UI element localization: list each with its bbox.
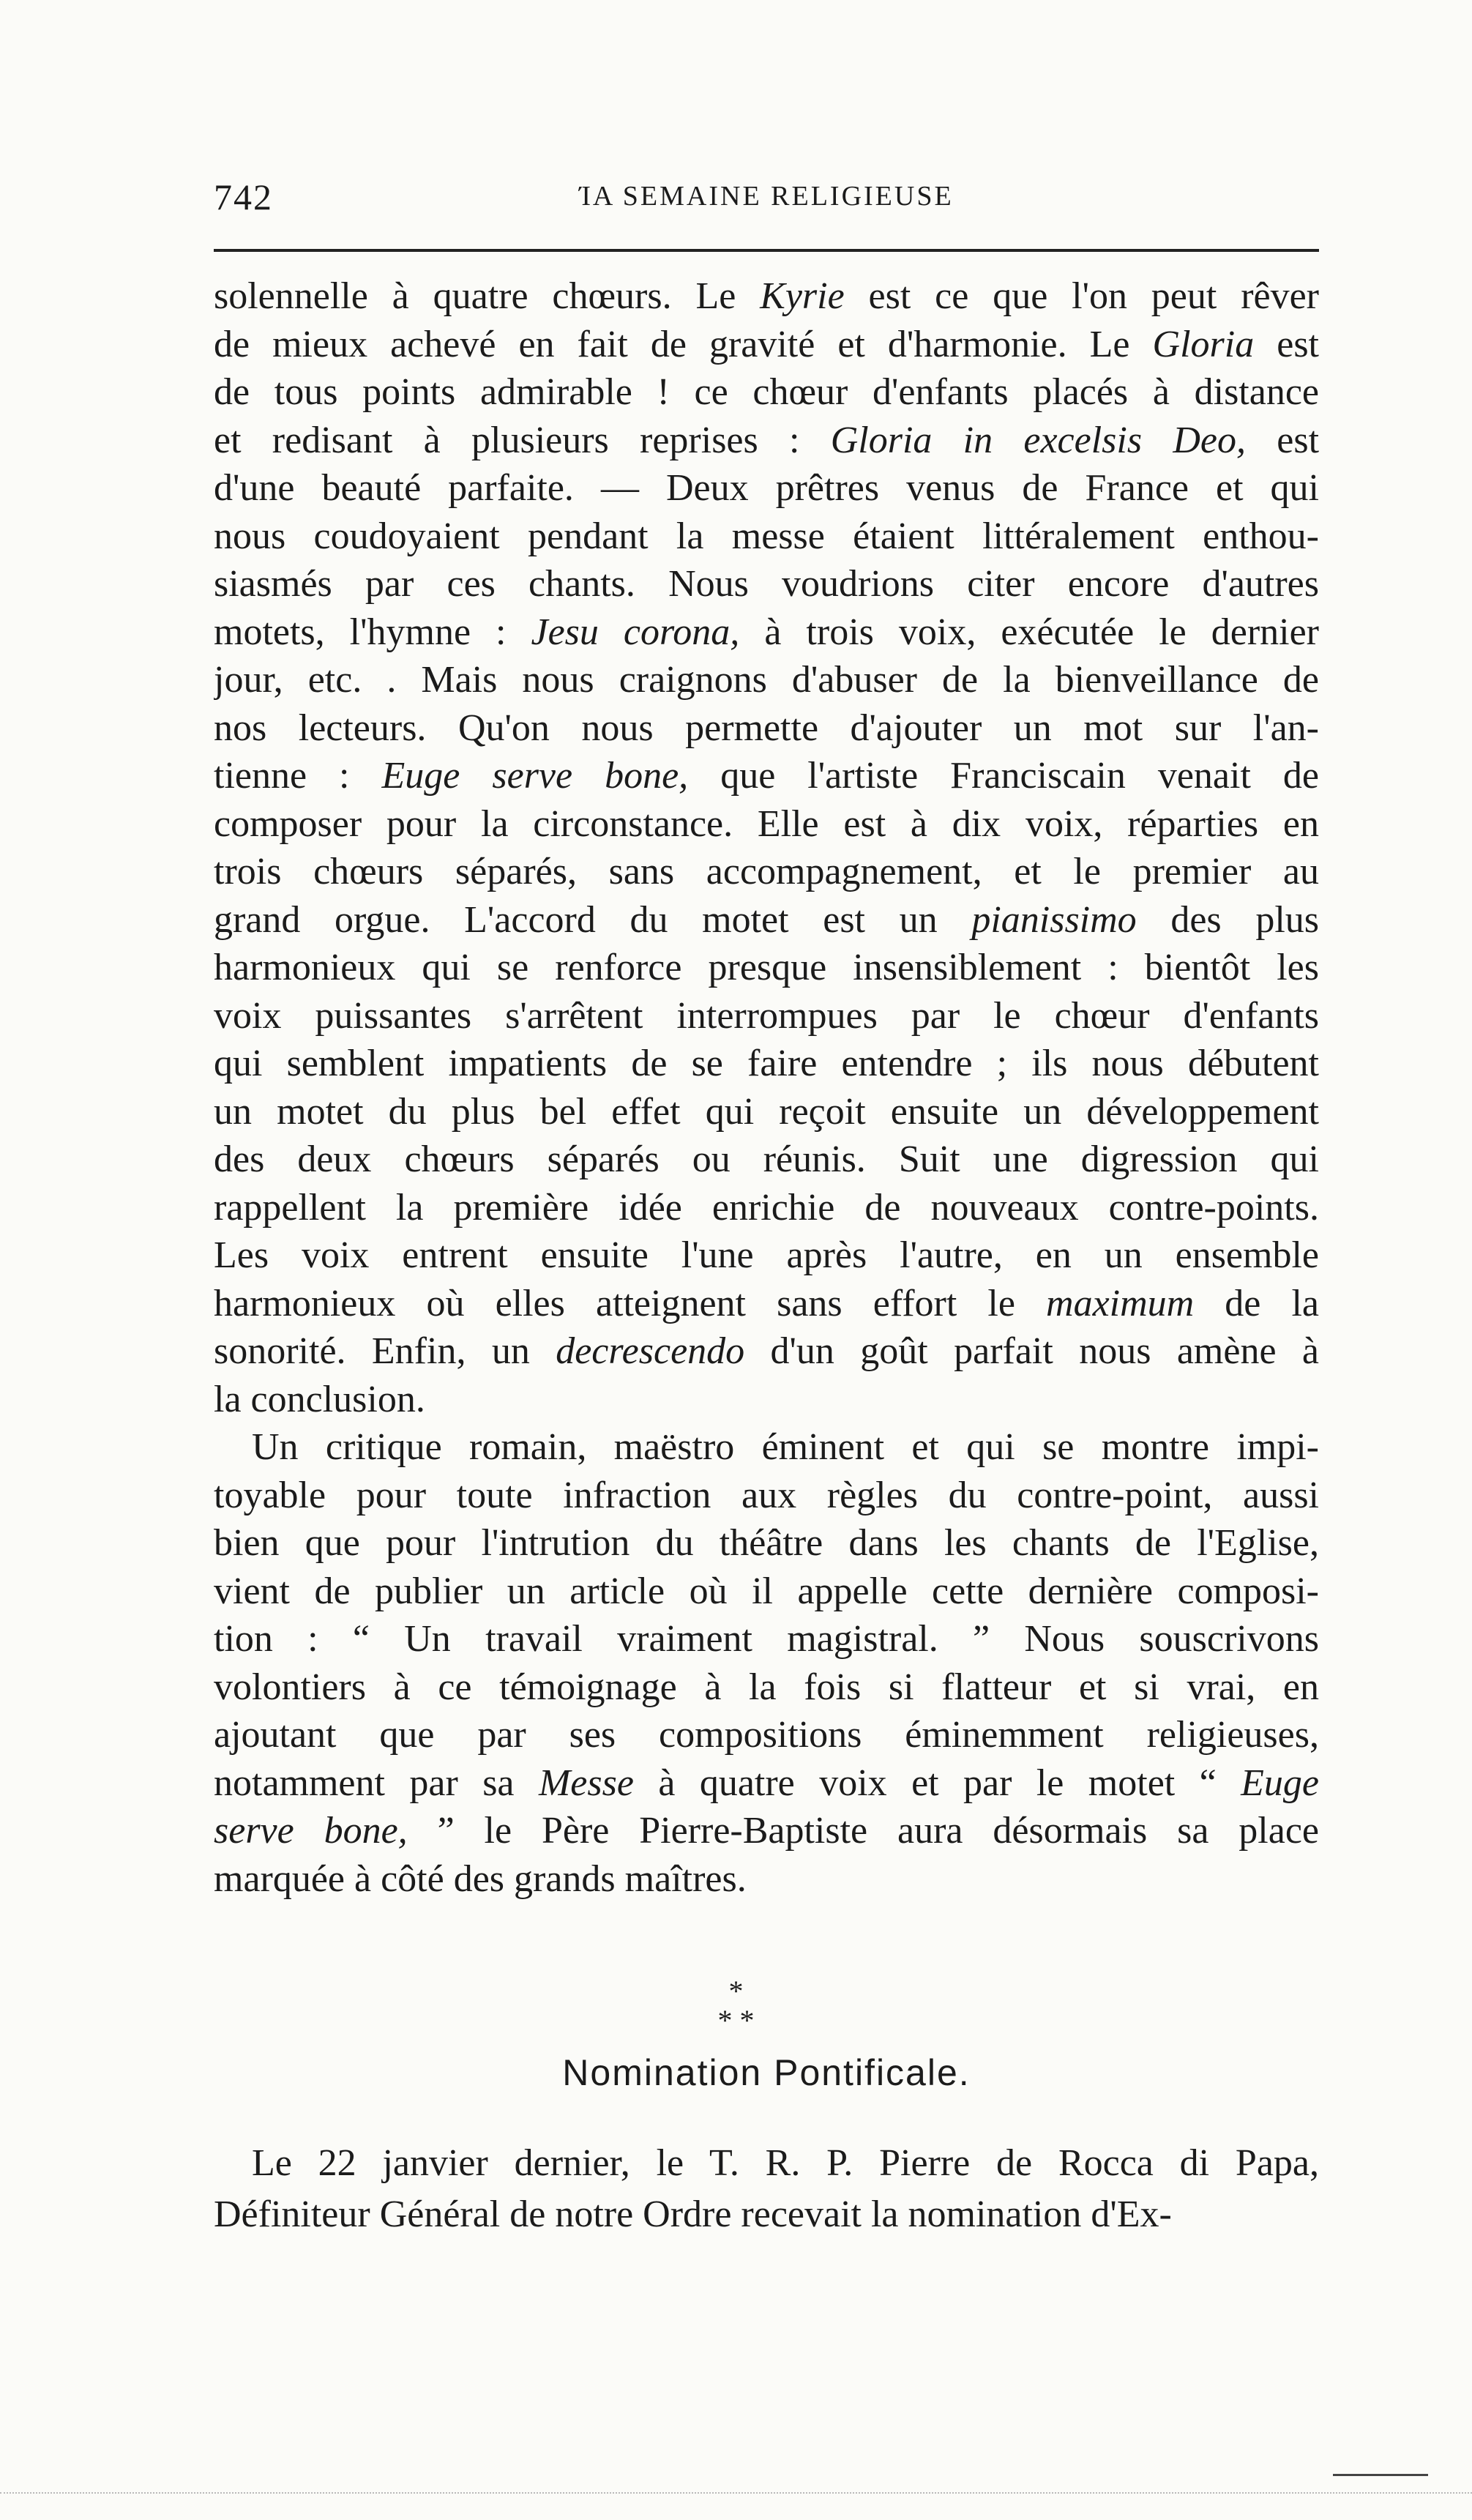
italic-run: serve bone,: [214, 1810, 408, 1852]
text-run: tion : “ Un travail vraiment magistral. ” Nous souscrivons: [214, 1618, 1319, 1660]
italic-run: Messe: [538, 1762, 634, 1804]
text-run: de tous points admirable ! ce chœur d'enfants placés à distance: [214, 371, 1319, 413]
text-run: qui semblent impatients de se faire entendre ; ils nous débutent: [214, 1043, 1319, 1084]
italic-run: Euge: [1241, 1762, 1319, 1804]
text-run: Définiteur Général de notre Ordre recevait la nomination d'Ex-: [214, 2193, 1172, 2235]
text-run: grand orgue. L'accord du motet est un: [214, 898, 972, 941]
italic-run: decrescendo: [556, 1330, 745, 1372]
text-run: Les voix entrent ensuite l'une après l'autre, en un ensemble: [214, 1234, 1319, 1276]
text-line: [214, 1472, 1319, 1520]
text-line: [214, 512, 1319, 561]
text-line: [214, 560, 1319, 608]
text-line: [214, 1376, 1319, 1424]
page-number: 742: [214, 176, 273, 217]
text-line: [214, 1280, 1319, 1328]
text-line: [214, 608, 1319, 657]
text-run: des plus: [1136, 898, 1319, 941]
asterism-top: *: [728, 1975, 744, 2008]
text-run: ajoutant que par ses compositions éminemment religieuses,: [214, 1714, 1319, 1756]
text-run: à quatre voix et par le motet “: [633, 1762, 1241, 1804]
text-line: [214, 1088, 1319, 1136]
text-run: jour, etc. . Mais nous craignons d'abuser de la bienveillance de: [214, 659, 1319, 701]
text-run: est: [1245, 419, 1319, 461]
text-run: de la: [1194, 1282, 1319, 1324]
text-line: [214, 1615, 1319, 1663]
italic-run: Gloria in excelsis Deo,: [830, 419, 1246, 461]
paragraph-1: [214, 272, 1319, 1423]
text-line: [214, 848, 1319, 896]
text-run: composer pour la circonstance. Elle est à dix voix, réparties en: [214, 802, 1319, 845]
text-run: marquée à côté des grands maîtres.: [214, 1857, 747, 1900]
text-run: tienne :: [214, 755, 382, 797]
text-run: solennelle à quatre chœurs. Le: [214, 275, 761, 317]
text-run: motets, l'hymne :: [214, 611, 531, 653]
text-line: [214, 1759, 1319, 1808]
text-run: à trois voix, exécutée le dernier: [739, 611, 1319, 653]
text-run: des deux chœurs séparés ou réunis. Suit une digression qui: [214, 1138, 1319, 1180]
text-run: que l'artiste Franciscain venait de: [688, 755, 1319, 797]
text-run: d'une beauté parfaite. — Deux prêtres venus de France et qui: [214, 467, 1319, 509]
text-line: [214, 1663, 1319, 1712]
text-run: toyable pour toute infraction aux règles du contre-point, aussi: [214, 1474, 1319, 1516]
text-run: voix puissantes s'arrêtent interrompues par le chœur d'enfants: [214, 994, 1319, 1037]
running-title: ΊA SEMAINE RELIGIEUSE: [579, 181, 954, 212]
asterism-ornament: [0, 1977, 1472, 2035]
text-line: [214, 992, 1319, 1040]
text-run: et redisant à plusieurs reprises :: [214, 419, 831, 461]
text-line: [214, 1711, 1319, 1759]
text-run: de mieux achevé en fait de gravité et d'harmonie. Le: [214, 323, 1153, 365]
text-line: [214, 896, 1319, 944]
text-line: [214, 321, 1319, 369]
italic-run: Kyrie: [760, 275, 845, 317]
text-line: [214, 1136, 1319, 1184]
text-line: [214, 1327, 1319, 1376]
text-run: un motet du plus bel effet qui reçoit ensuite un développement: [214, 1090, 1319, 1133]
header-rule: [214, 249, 1319, 252]
text-line: [214, 2138, 1319, 2189]
asterism-bottom: * *: [717, 2004, 755, 2037]
text-line: [214, 1855, 1319, 1904]
text-line: [214, 1423, 1319, 1472]
text-run: siasmés par ces chants. Nous voudrions citer encore d'autres: [214, 563, 1319, 605]
text-run: d'un goût parfait nous amène à: [744, 1330, 1319, 1372]
paragraph-3: [214, 2138, 1319, 2240]
text-run: harmonieux où elles atteignent sans effort le: [214, 1282, 1047, 1324]
text-line: [214, 1519, 1319, 1567]
text-run: sonorité. Enfin, un: [214, 1330, 556, 1372]
text-line: [214, 2189, 1319, 2240]
text-line: [214, 1807, 1319, 1855]
text-run: volontiers à ce témoignage à la fois si flatteur et si vrai, en: [214, 1666, 1319, 1708]
page-header: [214, 176, 1319, 234]
text-line: [214, 1184, 1319, 1232]
italic-run: Gloria: [1152, 323, 1255, 365]
text-line: [214, 272, 1319, 321]
text-run: nos lecteurs. Qu'on nous permette d'ajouter un mot sur l'an-: [214, 707, 1319, 749]
text-line: [214, 944, 1319, 992]
text-run: est ce que l'on peut rêver: [844, 275, 1319, 317]
text-run: harmonieux qui se renforce presque insensiblement : bientôt les: [214, 947, 1319, 988]
italic-run: Euge serve bone,: [381, 755, 689, 797]
text-run: la conclusion.: [214, 1378, 425, 1420]
text-run: bien que pour l'intrution du théâtre dans les chants de l'Eglise,: [214, 1522, 1319, 1564]
text-line: [214, 368, 1319, 417]
text-run: est: [1254, 323, 1319, 365]
text-line: [214, 464, 1319, 512]
text-run: rappellent la première idée enrichie de nouveaux contre-points.: [214, 1186, 1319, 1229]
text-line: [214, 752, 1319, 800]
italic-run: Jesu corona,: [531, 611, 740, 653]
main-text: [214, 272, 1319, 1903]
text-line: [214, 800, 1319, 849]
text-run: trois chœurs séparés, sans accompagnement, et le premier au: [214, 851, 1319, 892]
text-run: notamment par sa: [214, 1762, 539, 1804]
text-run: Un critique romain, maëstro éminent et qui se montre impi-: [252, 1426, 1319, 1468]
section-heading: Nomination Pontificale.: [562, 2052, 971, 2093]
text-run: Le 22 janvier dernier, le T. R. P. Pierre de Rocca di Papa,: [252, 2142, 1319, 2184]
text-line: [214, 1231, 1319, 1280]
text-run: vient de publier un article où il appelle cette dernière composi-: [214, 1570, 1319, 1612]
paragraph-2: [214, 1423, 1319, 1903]
text-line: [214, 417, 1319, 465]
text-line: [214, 656, 1319, 704]
scan-edge-specks: [0, 2492, 1472, 2498]
closing-text: [214, 2138, 1319, 2240]
text-run: ” le Père Pierre-Baptiste aura désormais sa place: [407, 1810, 1319, 1852]
scan-edge-mark: [1333, 2474, 1428, 2476]
text-line: [214, 704, 1319, 753]
text-line: [214, 1567, 1319, 1616]
text-run: nous coudoyaient pendant la messe étaient littéralement enthou-: [214, 515, 1319, 557]
text-line: [214, 1040, 1319, 1088]
italic-run: maximum: [1046, 1282, 1195, 1324]
italic-run: pianissimo: [971, 898, 1137, 941]
